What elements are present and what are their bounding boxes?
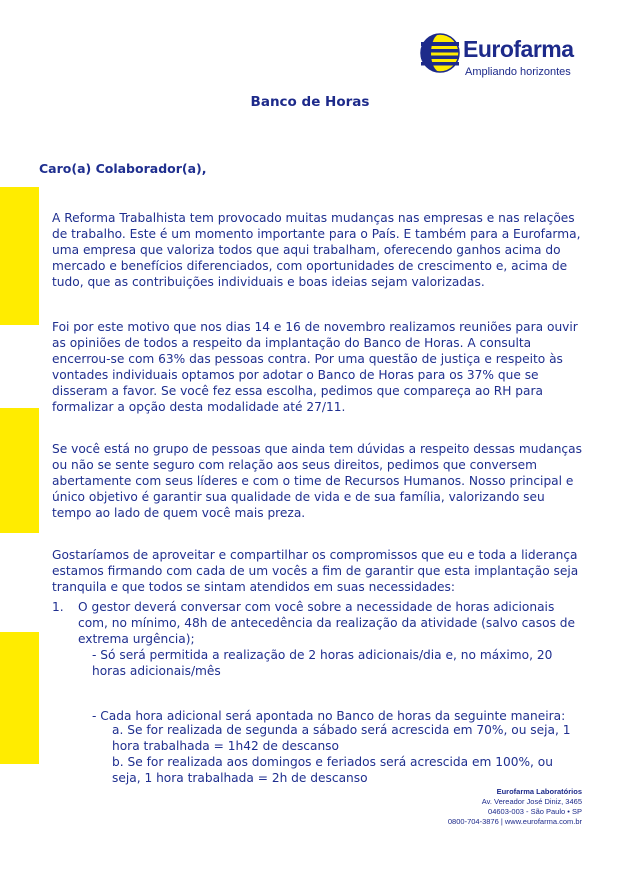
greeting: Caro(a) Colaborador(a), [39, 161, 207, 176]
paragraph-consulta: Foi por este motivo que nos dias 14 e 16 de novembro realizamos reuniões para ouvir as opiniões de todos a respeito da implantação do Banco de Horas. A consulta encerrou-se com 63% das pessoas contra. Por uma questão de justiça e respeito às vontades individuais optamos por adotar o Banco de Horas para os 37% que se disseram a favor. Se você fez essa escolha, pedimos que compareça ao RH para formalizar a opção desta modalidade até 27/11. [52, 320, 578, 414]
sub-item-a: a. Se for realizada de segunda a sábado será acrescida em 70%, ou seja, 1 hora trabalhada = 1h42 de descanso [112, 723, 571, 753]
page-title: Banco de Horas [250, 94, 370, 110]
footer-street: Av. Vereador José Diniz, 3465 [481, 797, 582, 806]
footer-city: 04603-003 - São Paulo • SP [488, 807, 582, 816]
yellow-stripe [0, 187, 39, 325]
footer-company: Eurofarma Laboratórios [496, 787, 582, 796]
dash-item-apontamento: - Cada hora adicional será apontada no Banco de horas da seguinte maneira: [92, 709, 566, 723]
sub-items [112, 722, 582, 786]
sub-item-b: b. Se for realizada aos domingos e feriados será acrescida em 100%, ou seja, 1 hora trabalhada = 2h de descanso [112, 755, 553, 785]
paragraph-duvidas: Se você está no grupo de pessoas que ainda tem dúvidas a respeito dessas mudanças ou não se sente seguro com relação aos seus direitos, pedimos que conversem abertamente com seus líderes e com o time de Recursos Humanos. Nosso principal e único objetivo é garantir sua qualidade de vida e de sua família, valorizando seu tempo ao lado de quem você mais preza. [52, 442, 582, 520]
paragraph-compromissos: Gostaríamos de aproveitar e compartilhar os compromissos que eu e toda a liderança estamos firmando com cada de um vocês a fim de garantir que esta implantação seja tranquila e que todos se sintam atendidos em suas necessidades: [52, 548, 579, 594]
list-number: 1. [52, 600, 64, 614]
yellow-stripe [0, 408, 39, 533]
list-item-text: O gestor deverá conversar com você sobre a necessidade de horas adicionais com, no mínimo, 48h de antecedência da realização da atividade (salvo casos de extrema urgência); [78, 600, 576, 646]
yellow-stripe [0, 632, 39, 764]
footer-address [448, 787, 582, 827]
list-item [52, 599, 582, 647]
eurofarma-logo [420, 30, 595, 88]
globe-icon [420, 33, 460, 73]
paragraph-reforma: A Reforma Trabalhista tem provocado muitas mudanças nas empresas e nas relações de trabalho. Este é um momento importante para o País. E também para a Eurofarma, uma empresa que valoriza todos que aqui trabalham, oferecendo ganhos acima do mercado e benefícios diferenciados, com oportunidades de crescimento e, acima de tudo, que as contribuições individuais e boas ideias sejam valorizadas. [52, 211, 581, 289]
logo-tagline: Ampliando horizontes [465, 66, 571, 78]
logo-brand: Eurofarma [463, 36, 574, 62]
dash-item-limit: - Só será permitida a realização de 2 horas adicionais/dia e, no máximo, 20 horas adicionais/mês [92, 648, 553, 678]
footer-contact: 0800-704-3876 | www.eurofarma.com.br [447, 817, 582, 826]
